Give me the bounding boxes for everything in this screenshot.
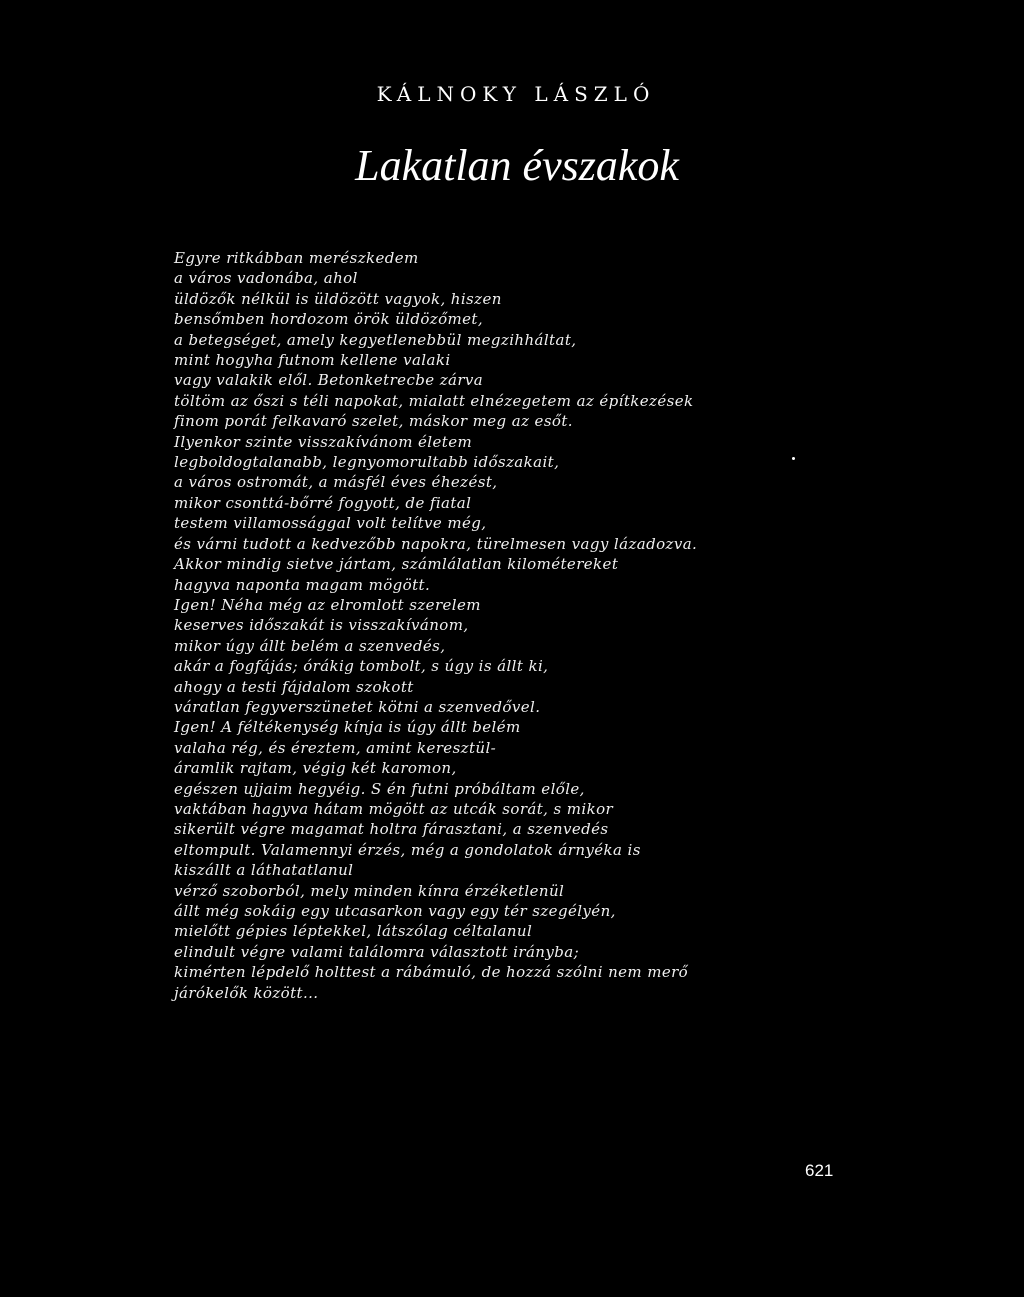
poem-line: legboldogtalanabb, legnyomorultabb időszakait,: [174, 453, 560, 472]
poem-line: eltompult. Valamennyi érzés, még a gondolatok árnyéka is: [174, 840, 641, 859]
poem-line: keserves időszakát is visszakívánom,: [174, 616, 469, 635]
poem-line: mikor úgy állt belém a szenvedés,: [174, 636, 446, 655]
poem-line: mielőtt gépies léptekkel, látszólag céltalanul: [174, 922, 533, 941]
poem-body: [174, 248, 834, 1003]
poem-line: ahogy a testi fájdalom szokott: [174, 677, 414, 696]
poem-line: állt még sokáig egy utcasarkon vagy egy tér szegélyén,: [174, 902, 616, 920]
print-speck: [792, 457, 795, 460]
poem-line: testem villamossággal volt telítve még,: [174, 514, 487, 533]
poem-line: kimérten lépdelő holttest a rábámuló, de hozzá szólni nem merő: [174, 963, 689, 982]
poem-line: sikerült végre magamat holtra fárasztani, a szenvedés: [174, 820, 609, 839]
poem-line: elindult végre valami találomra választott irányba;: [174, 942, 580, 961]
poem-line: hagyva naponta magam mögött.: [174, 575, 431, 594]
poem-line: Igen! A féltékenység kínja is úgy állt belém: [174, 718, 521, 737]
poem-line: Igen! Néha még az elromlott szerelem: [174, 595, 481, 614]
poem-line: valaha rég, és éreztem, amint keresztül-: [174, 738, 497, 757]
poem-line: járókelők között...: [174, 983, 319, 1002]
poem-line: finom porát felkavaró szelet, máskor meg az esőt.: [174, 412, 573, 431]
poem-line: mikor csonttá-bőrré fogyott, de fiatal: [174, 493, 472, 512]
poem-line: vaktában hagyva hátam mögött az utcák sorát, s mikor: [174, 799, 614, 818]
poem-line: mint hogyha futnom kellene valaki: [174, 351, 451, 370]
author-name: KÁLNOKY LÁSZLÓ: [376, 82, 656, 106]
page-number: 621: [805, 1161, 834, 1180]
poem-line: és várni tudott a kedvezőbb napokra, türelmesen vagy lázadozva.: [174, 534, 698, 553]
poem-line: a város vadonába, ahol: [174, 269, 358, 288]
poem-line: akár a fogfájás; órákig tombolt, s úgy is állt ki,: [174, 657, 549, 676]
poem-line: bensőmben hordozom örök üldözőmet,: [174, 310, 484, 329]
poem-line: áramlik rajtam, végig két karomon,: [174, 759, 457, 778]
poem-line: egészen ujjaim hegyéig. S én futni próbáltam előle,: [174, 779, 585, 798]
poem-line: Akkor mindig sietve jártam, számlálatlan kilométereket: [174, 555, 619, 574]
poem-line: üldözők nélkül is üldözött vagyok, hiszen: [174, 289, 502, 308]
poem-line: a város ostromát, a másfél éves éhezést,: [174, 473, 498, 492]
poem-line: Egyre ritkábban merészkedem: [174, 249, 419, 267]
poem-line: vagy valakik elől. Betonketrecbe zárva: [174, 371, 484, 390]
poem-line: vérző szoborból, mely minden kínra érzéketlenül: [174, 881, 565, 900]
poem-line: váratlan fegyverszünetet kötni a szenvedővel.: [174, 697, 541, 716]
poem-line: Ilyenkor szinte visszakívánom életem: [174, 432, 473, 451]
poem-line: töltöm az őszi s téli napokat, mialatt elnézegetem az építkezések: [174, 391, 694, 410]
poem-line: kiszállt a láthatatlanul: [174, 861, 354, 880]
poem-title: Lakatlan évszakok: [355, 141, 679, 190]
poem-line: a betegséget, amely kegyetlenebbül megzihháltat,: [174, 330, 577, 349]
